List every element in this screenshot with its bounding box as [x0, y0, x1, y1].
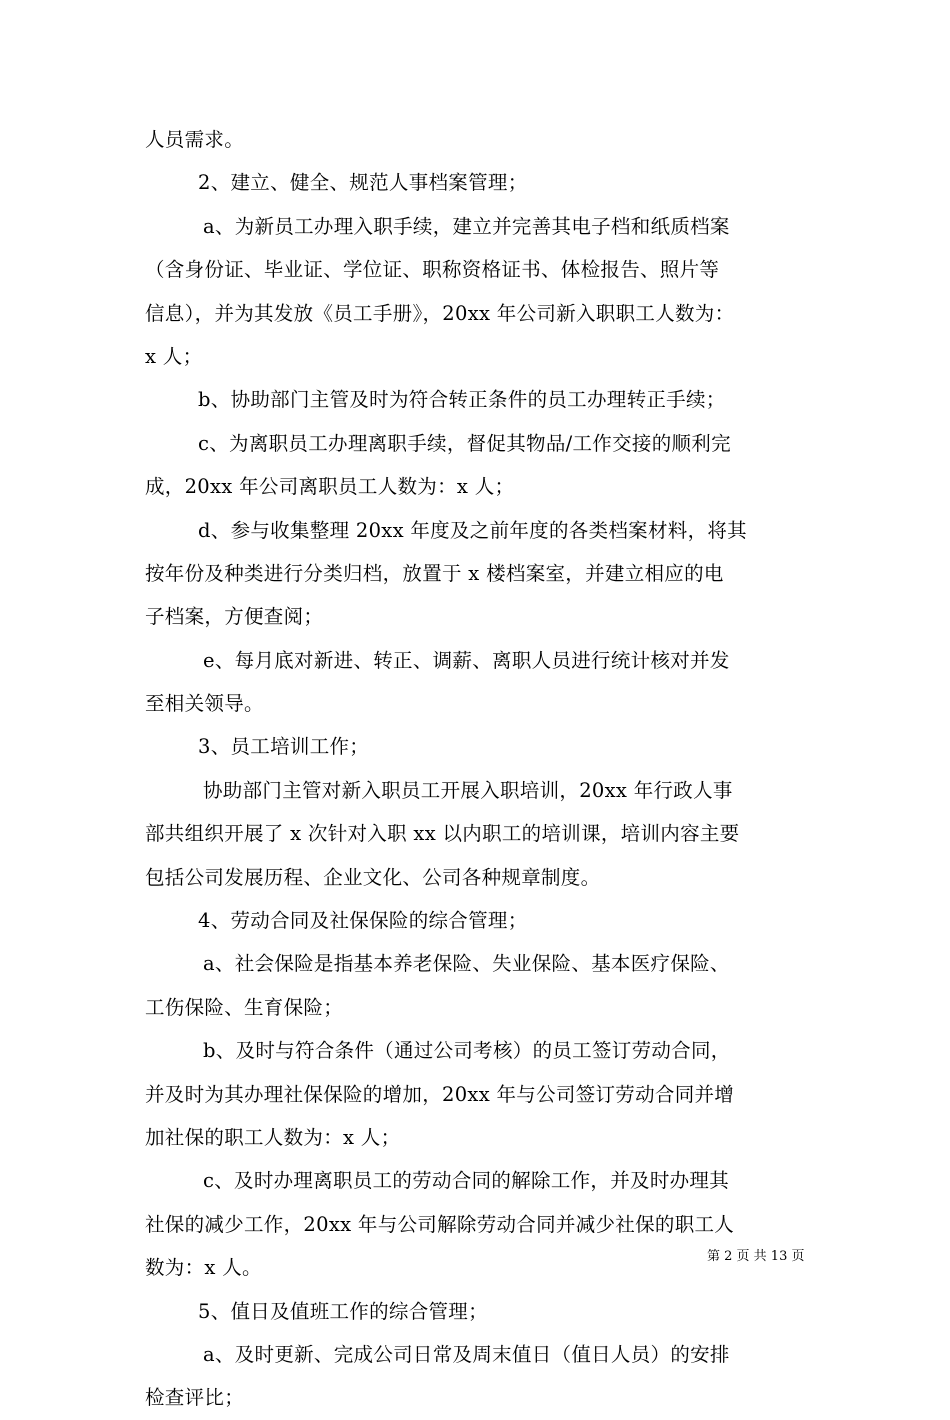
text-line: 成，20xx 年公司离职员工人数为：x 人；: [145, 475, 515, 499]
text-line: 信息），并为其发放《员工手册》，20xx 年公司新入职职工人数为：: [145, 301, 735, 325]
text-line: a、为新员工办理入职手续，建立并完善其电子档和纸质档案: [203, 214, 730, 238]
text-line: c、为离职员工办理离职手续，督促其物品/工作交接的顺利完: [198, 431, 731, 455]
text-line: 部共组织开展了 x 次针对入职 xx 以内职工的培训课，培训内容主要: [145, 822, 740, 846]
text-line: b、协助部门主管及时为符合转正条件的员工办理转正手续；: [198, 388, 726, 412]
text-line: 5、值日及值班工作的综合管理；: [198, 1299, 488, 1323]
text-line: d、参与收集整理 20xx 年度及之前年度的各类档案材料，将其: [198, 518, 747, 542]
text-line: e、每月底对新进、转正、调薪、离职人员进行统计核对并发: [203, 648, 730, 672]
text-line: 按年份及种类进行分类归档，放置于 x 楼档案室，并建立相应的电: [145, 561, 724, 585]
text-line: 工伤保险、生育保险；: [145, 995, 344, 1019]
text-line: 社保的减少工作，20xx 年与公司解除劳动合同并减少社保的职工人: [145, 1212, 735, 1236]
text-line: 人员需求。: [145, 128, 245, 151]
text-line: b、及时与符合条件（通过公司考核）的员工签订劳动合同，: [203, 1039, 731, 1063]
text-line: x 人；: [145, 344, 203, 368]
text-line: 检查评比；: [145, 1386, 245, 1410]
text-line: 包括公司发展历程、企业文化、公司各种规章制度。: [145, 865, 601, 889]
page-footer: 第 2 页 共 13 页: [707, 1249, 805, 1264]
text-line: 2、建立、健全、规范人事档案管理；: [198, 171, 528, 195]
text-line: 4、劳动合同及社保保险的综合管理；: [198, 909, 528, 933]
text-line: a、社会保险是指基本养老保险、失业保险、基本医疗保险、: [203, 952, 730, 976]
text-line: 数为：x 人。: [145, 1256, 262, 1280]
text-line: 加社保的职工人数为：x 人；: [145, 1125, 401, 1149]
text-line: a、及时更新、完成公司日常及周末值日（值日人员）的安排: [203, 1342, 730, 1366]
document-body: [145, 118, 810, 1420]
text-line: 并及时为其办理社保保险的增加，20xx 年与公司签订劳动合同并增: [145, 1082, 735, 1106]
text-line: （含身份证、毕业证、学位证、职称资格证书、体检报告、照片等: [145, 258, 720, 282]
text-line: 3、员工培训工作；: [198, 735, 370, 759]
text-line: 协助部门主管对新入职员工开展入职培训，20xx 年行政人事: [203, 778, 733, 802]
text-line: 至相关领导。: [145, 692, 264, 716]
text-line: 子档案，方便查阅；: [145, 605, 324, 629]
text-line: c、及时办理离职员工的劳动合同的解除工作，并及时办理其: [203, 1169, 730, 1193]
